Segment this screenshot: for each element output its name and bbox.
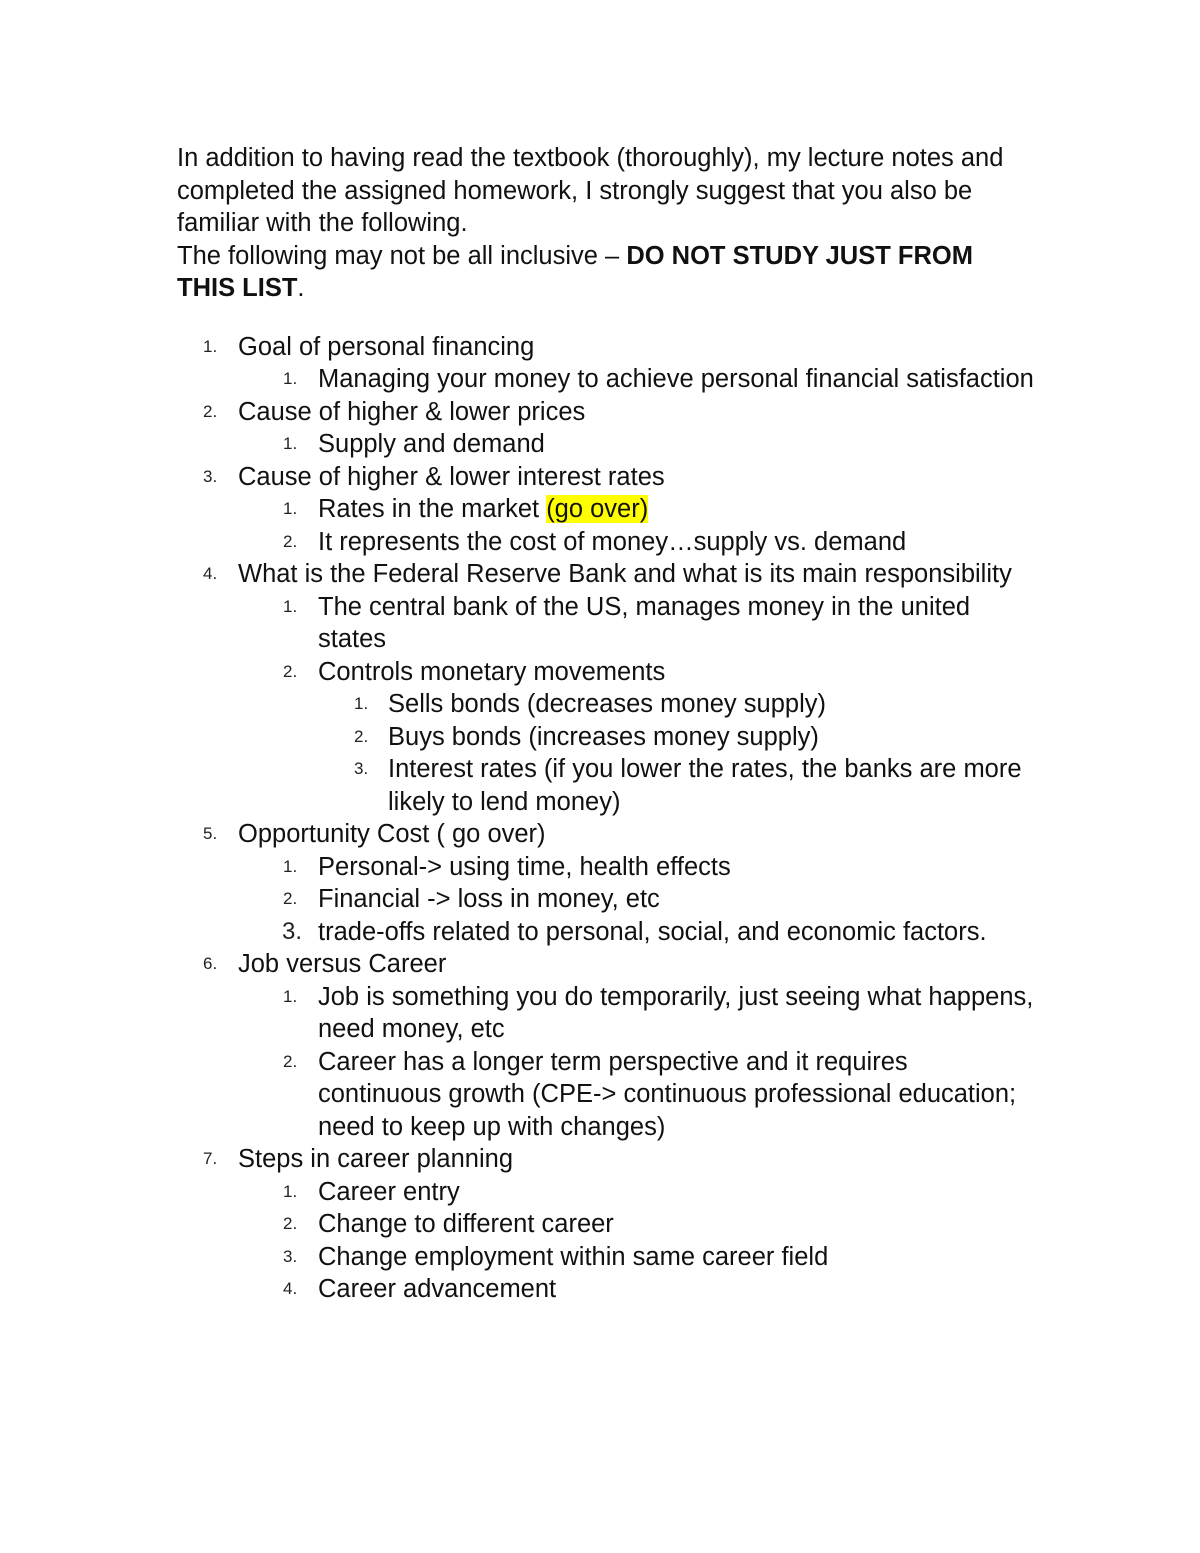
list-item [177, 461, 1037, 494]
list-number: 1. [283, 434, 298, 453]
list-item [177, 818, 1037, 851]
list-item [177, 688, 1037, 721]
list-item [177, 981, 1037, 1046]
list-item [177, 948, 1037, 981]
list-item-text: The central bank of the US, manages money in the united states [318, 592, 971, 653]
list-number: 1. [203, 336, 218, 356]
list-item [177, 591, 1037, 656]
list-number: 3. [283, 1246, 298, 1266]
list-item-text: It represents the cost of money…supply vs. demand [318, 527, 907, 556]
list-item [177, 493, 1037, 526]
list-item-text: Sells bonds (decreases money supply) [388, 690, 826, 718]
warning-paragraph [177, 240, 1037, 305]
list-number: 1. [283, 369, 298, 388]
warning-bold-text: DO NOT STUDY JUST FROM THIS LIST [177, 241, 973, 302]
list-item [177, 721, 1037, 754]
highlighted-text: (go over) [546, 495, 649, 523]
intro-section [177, 142, 1037, 305]
list-item [177, 883, 1037, 916]
list-number: 2. [283, 531, 298, 551]
list-number: 2. [283, 661, 298, 681]
warning-text: The following may not be all inclusive – [177, 241, 627, 270]
list-number: 7. [203, 1149, 218, 1168]
study-list [177, 331, 1037, 1306]
list-item [177, 1241, 1037, 1274]
list-item [177, 331, 1037, 364]
list-item [177, 558, 1037, 591]
list-item [177, 1143, 1037, 1176]
list-item [177, 1046, 1037, 1144]
list-item-text: Career entry [318, 1177, 460, 1206]
list-item-main-text: Rates in the market [318, 495, 547, 523]
list-item-text: Change to different career [318, 1210, 614, 1238]
list-item-text: What is the Federal Reserve Bank and what is its main responsibility [238, 560, 1012, 588]
list-number: 1. [283, 596, 298, 616]
list-item [177, 526, 1037, 559]
list-item-text: Supply and demand [318, 430, 545, 458]
list-number: 1. [283, 986, 298, 1006]
list-item-text: Steps in career planning [238, 1145, 514, 1173]
list-item-text: Controls monetary movements [318, 657, 666, 686]
list-item-text: Financial -> loss in money, etc [318, 885, 660, 913]
list-item [177, 916, 1037, 949]
list-number: 1. [283, 499, 298, 518]
list-number: 2. [283, 889, 298, 908]
list-item [177, 1273, 1037, 1306]
list-number: 1. [283, 856, 298, 876]
list-number: 2. [354, 726, 369, 746]
list-number: 6. [203, 954, 218, 973]
list-item [177, 1176, 1037, 1209]
list-item-text: Interest rates (if you lower the rates, the banks are more likely to lend money) [388, 755, 1022, 816]
list-item-text: Job is something you do temporarily, just seeing what happens, need money, etc [318, 982, 1034, 1043]
list-item [177, 656, 1037, 689]
list-item [177, 851, 1037, 884]
list-item [177, 396, 1037, 429]
document-page [177, 142, 1037, 1306]
list-number: 1. [283, 1181, 298, 1201]
list-item-text: Goal of personal financing [238, 332, 535, 361]
list-number: 4. [203, 564, 218, 583]
list-item-text: Cause of higher & lower prices [238, 397, 586, 426]
list-item-text: Cause of higher & lower interest rates [238, 462, 665, 491]
list-number: 4. [283, 1279, 298, 1298]
list-item-text: Opportunity Cost ( go over) [238, 820, 546, 848]
list-number: 3. [282, 917, 303, 945]
intro-paragraph: In addition to having read the textbook (thoroughly), my lecture notes and completed the assigned homework, I strongly suggest that you also be familiar with the following. [177, 144, 1004, 237]
list-number: 3. [203, 466, 218, 486]
list-item-text: Career has a longer term perspective and it requires continuous growth (CPE-> continuous professional education; need to keep up with changes) [318, 1047, 1017, 1141]
list-item-text: Career advancement [318, 1275, 557, 1303]
list-item [177, 1208, 1037, 1241]
list-item-text: Change employment within same career field [318, 1242, 829, 1271]
list-item-text: Managing your money to achieve personal financial satisfaction [318, 365, 1034, 393]
list-item-text: Personal-> using time, health effects [318, 852, 731, 881]
list-number: 2. [283, 1214, 298, 1233]
list-item-text [318, 493, 1037, 526]
list-number: 2. [203, 401, 218, 421]
list-number: 5. [203, 824, 218, 843]
list-item [177, 363, 1037, 396]
list-number: 2. [283, 1051, 298, 1071]
warning-end: . [297, 274, 305, 302]
list-number: 1. [354, 694, 369, 713]
list-item-text: Job versus Career [238, 950, 447, 978]
list-item-text: trade-offs related to personal, social, and economic factors. [318, 917, 987, 946]
list-item [177, 753, 1037, 818]
list-item-text: Buys bonds (increases money supply) [388, 722, 819, 751]
list-number: 3. [354, 759, 369, 778]
list-item [177, 428, 1037, 461]
